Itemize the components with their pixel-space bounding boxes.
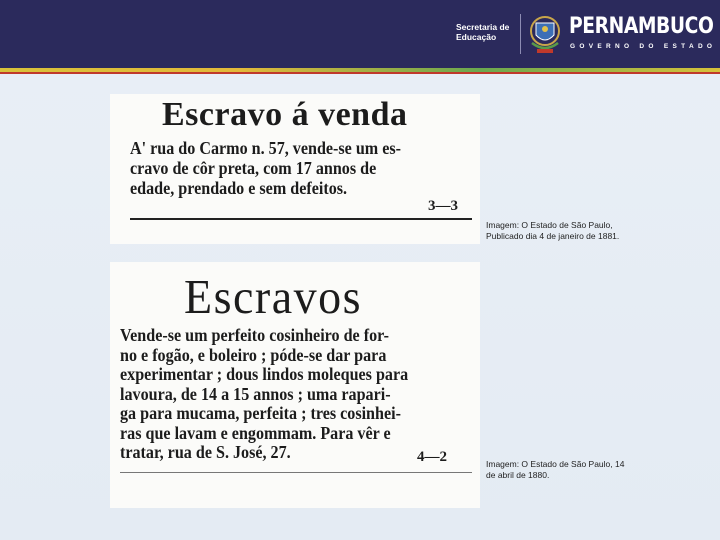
secretaria-line1: Secretaria de <box>456 22 510 32</box>
newspaper-clipping-1 <box>110 94 480 244</box>
clipping-rule <box>120 472 472 473</box>
secretaria-logo <box>456 22 509 42</box>
clipping-rule <box>130 218 472 220</box>
accent-stripe-red <box>0 72 720 74</box>
state-name: PERNAMBUCO <box>569 14 714 39</box>
clipping-ref: 4—2 <box>417 449 447 465</box>
header-band <box>0 0 720 68</box>
state-subtitle: GOVERNO DO ESTADO <box>570 43 717 50</box>
clipping-caption-2: Imagem: O Estado de São Paulo, 14 de abril de 1880. <box>486 459 625 480</box>
logo-divider <box>520 14 521 54</box>
clipping-ref: 3—3 <box>428 198 458 214</box>
clipping-caption-1: Imagem: O Estado de São Paulo, Publicado dia 4 de janeiro de 1881. <box>486 220 620 241</box>
coat-of-arms-icon <box>526 13 564 57</box>
clipping-body: Vende-se um perfeito cosinheiro de for- no e fogão, e boleiro ; póde-se dar para experimentar ; dous lindos moleques para lavoura, de 14 a 15 annos ; uma rapari- ga para mucama, perfeita ; tres cosinhei- ras que lavam e engommam. Para vêr e tratar, rua de S. José, 27. <box>120 325 409 462</box>
secretaria-line2: Educação <box>456 32 497 42</box>
clipping-headline: Escravo á venda <box>162 96 408 133</box>
clipping-body: A' rua do Carmo n. 57, vende-se um es- cravo de côr preta, com 17 annos de edade, prendado e sem defeitos. <box>130 138 402 198</box>
clipping-headline: Escravos <box>184 269 363 324</box>
newspaper-clipping-2 <box>110 262 480 508</box>
